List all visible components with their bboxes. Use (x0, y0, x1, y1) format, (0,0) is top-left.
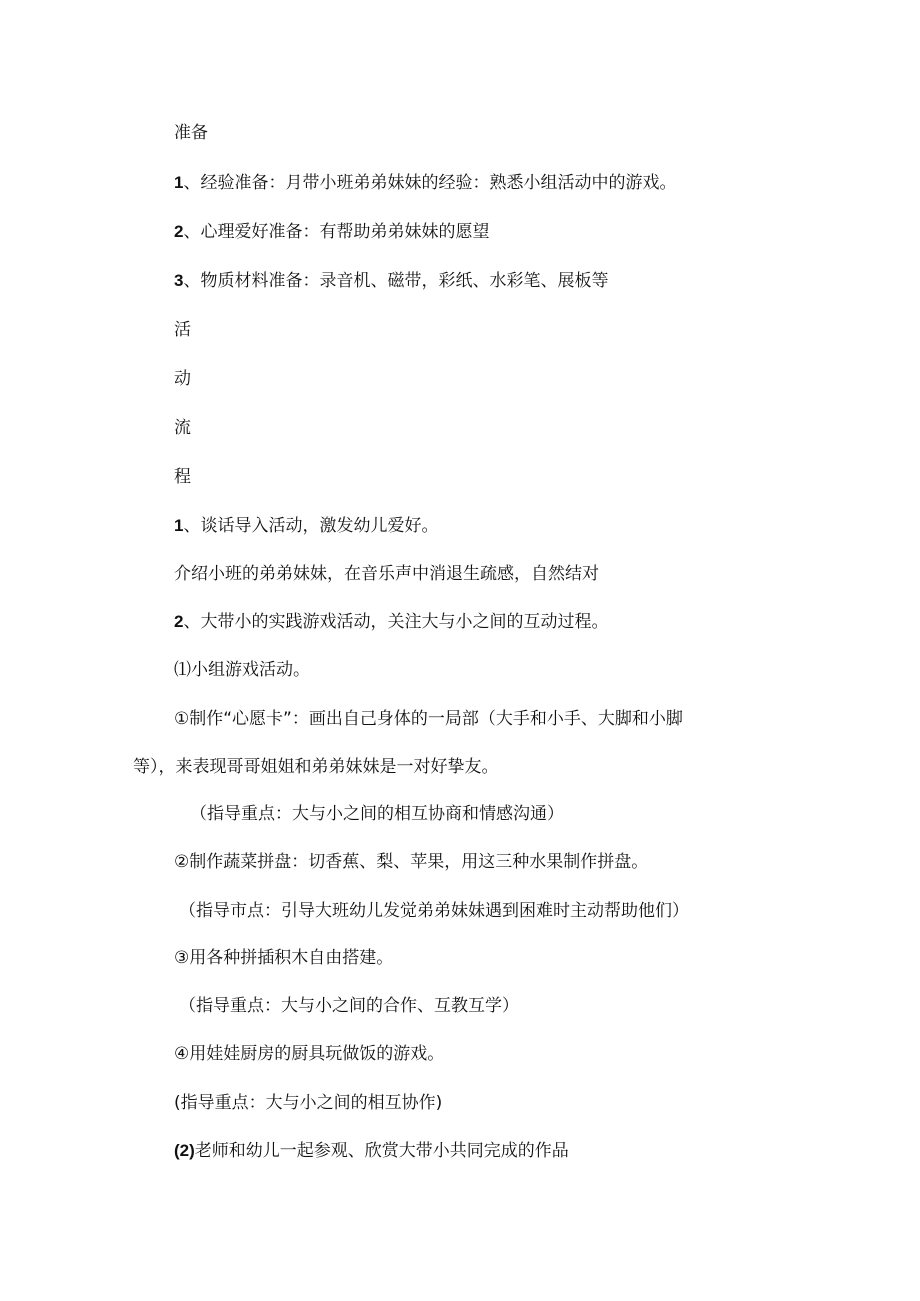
sub-section-2 (174, 1139, 569, 1163)
heading-flow-char-4: 程 (174, 467, 191, 487)
prep-item-3-text: 、物质材料准备：录音机、磁带，彩纸、水彩笔、展板等 (183, 271, 609, 291)
activity-1-line-2: 等），来表现哥哥姐姐和弟弟妹妹是一对好挚友。 (133, 757, 499, 777)
prep-item-2 (174, 220, 489, 244)
activity-1-line-1: ①制作“心愿卡”：画出自己身体的一局部（大手和小手、大脚和小脚 (174, 709, 683, 729)
prep-item-3 (174, 269, 608, 293)
prep-item-1 (174, 171, 676, 195)
guide-2: （指导市点：引导大班幼儿发觉弟弟妹妹遇到困难时主动帮助他们） (179, 901, 689, 921)
step-2-text: 、大带小的实践游戏活动，关注大与小之间的互动过程。 (183, 612, 609, 632)
step-2-number: 2 (174, 612, 184, 631)
sub-section-1: ⑴小组游戏活动。 (174, 660, 310, 680)
activity-3: ③用各种拼插积木自由搭建。 (174, 948, 394, 968)
step-1 (174, 514, 438, 538)
activity-4: ④用娃娃厨房的厨具玩做饭的游戏。 (174, 1044, 445, 1064)
prep-item-2-text: 、心理爱好准备：有帮助弟弟妹妹的愿望 (183, 222, 490, 242)
step-2 (174, 610, 608, 634)
sub-section-2-text: 老师和幼儿一起参观、欣赏大带小共同完成的作品 (194, 1141, 569, 1161)
heading-flow-char-3: 流 (174, 418, 191, 438)
guide-3: （指导重点：大与小之间的合作、互教互学） (179, 996, 519, 1016)
guide-4: (指导重点：大与小之间的相互协作) (174, 1093, 443, 1113)
heading-flow-char-2: 动 (174, 369, 191, 389)
step-1-detail: 介绍小班的弟弟妹妹，在音乐声中消退生疏感，自然结对 (174, 564, 599, 584)
guide-1: （指导重点：大与小之间的相互协商和情感沟通） (190, 804, 564, 824)
heading-flow-char-1: 活 (174, 320, 191, 340)
prep-item-2-number: 2 (174, 222, 184, 241)
prep-item-3-number: 3 (174, 271, 184, 290)
prep-item-1-number: 1 (174, 173, 184, 192)
prep-item-1-text: 、经验准备：月带小班弟弟妹妹的经验：熟悉小组活动中的游戏。 (183, 173, 677, 193)
heading-prep: 准备 (174, 123, 208, 143)
step-1-text: 、谈话导入活动，激发幼儿爱好。 (183, 516, 439, 536)
step-1-number: 1 (174, 516, 184, 535)
sub-section-2-number: (2) (174, 1141, 195, 1160)
activity-2: ②制作蔬菜拼盘：切香蕉、梨、苹果，用这三种水果制作拼盘。 (174, 852, 649, 872)
